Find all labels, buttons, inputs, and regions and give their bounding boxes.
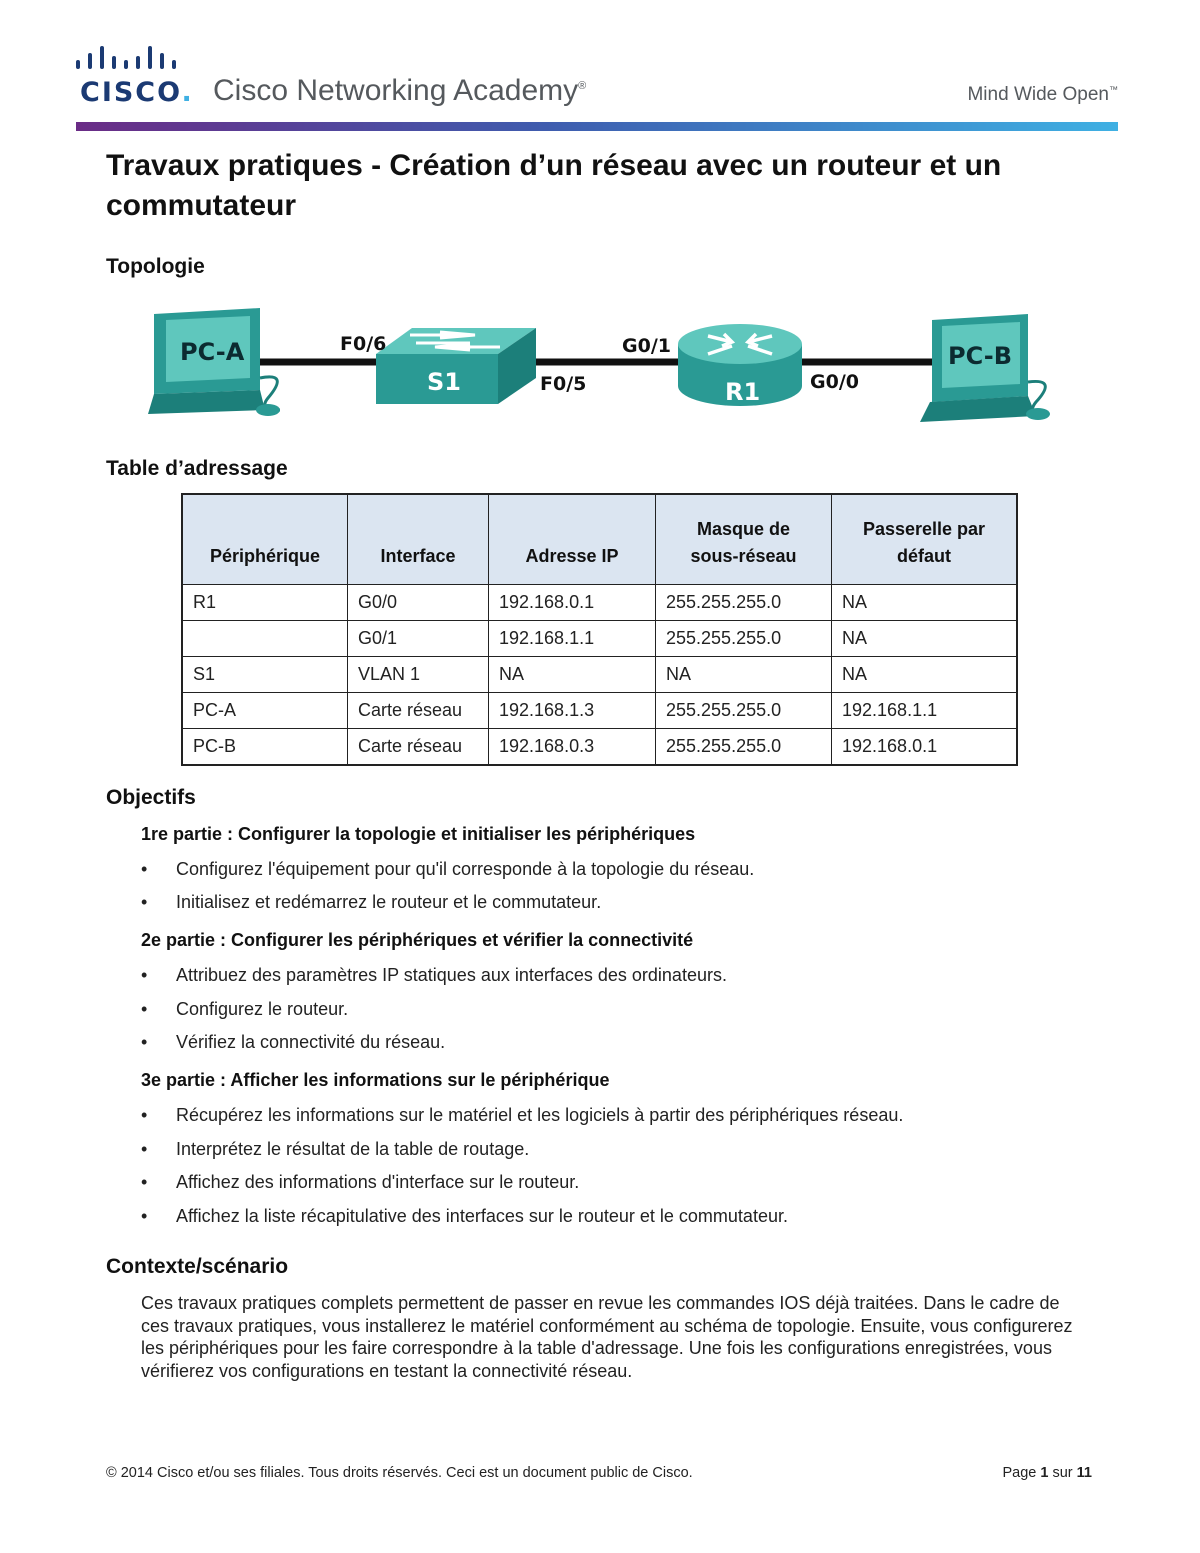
cell-ip: 192.168.1.1 [489, 621, 656, 657]
cell-ip: 192.168.1.3 [489, 693, 656, 729]
section-addressing-heading: Table d’adressage [106, 457, 288, 480]
cell-device: S1 [182, 657, 348, 693]
switch-s1-label: S1 [427, 368, 461, 396]
cell-device: PC-A [182, 693, 348, 729]
cell-interface: Carte réseau [348, 693, 489, 729]
router-r1-label: R1 [725, 378, 761, 406]
cell-mask: 255.255.255.0 [656, 693, 832, 729]
objective-part-2: 2e partie : Configurer les périphériques et vérifier la connectivité [141, 930, 694, 950]
cell-interface: VLAN 1 [348, 657, 489, 693]
list-item: • Affichez la liste récapitulative des interfaces sur le routeur et le commutateur. [141, 1206, 788, 1226]
objective-part-1: 1re partie : Configurer la topologie et initialiser les périphériques [141, 824, 696, 844]
cell-gateway: 192.168.0.1 [832, 729, 1018, 766]
cell-device [182, 621, 348, 657]
addressing-table [181, 493, 1018, 766]
table-row [182, 621, 1017, 657]
section-topology-heading: Topologie [106, 255, 205, 278]
section-objectives-heading: Objectifs [106, 786, 196, 809]
topology-diagram [140, 298, 1060, 430]
pc-a-label: PC-A [180, 338, 245, 366]
header-ip: Adresse IP [489, 494, 656, 585]
cell-interface: Carte réseau [348, 729, 489, 766]
cell-ip: 192.168.0.3 [489, 729, 656, 766]
footer-page-number: Page 1 sur 11 [1002, 1465, 1092, 1481]
list-item: • Initialisez et redémarrez le routeur et le commutateur. [141, 892, 602, 912]
header-device: Périphérique [182, 494, 348, 585]
list-item: • Configurez le routeur. [141, 999, 349, 1019]
cell-interface: G0/1 [348, 621, 489, 657]
cell-mask: 255.255.255.0 [656, 729, 832, 766]
list-item: • Configurez l'équipement pour qu'il corresponde à la topologie du réseau. [141, 859, 755, 879]
list-item: • Affichez des informations d'interface sur le routeur. [141, 1172, 580, 1192]
academy-name: Cisco Networking Academy® [213, 74, 587, 107]
cell-mask: 255.255.255.0 [656, 585, 832, 621]
table-row [182, 693, 1017, 729]
cisco-wordmark: CISCO. [80, 77, 194, 108]
page-title: Travaux pratiques - Création d’un réseau avec un routeur et un commutateur [106, 149, 1002, 222]
footer-copyright: © 2014 Cisco et/ou ses filiales. Tous droits réservés. Ceci est un document public de Cisco. [106, 1465, 693, 1481]
list-item: • Récupérez les informations sur le matériel et les logiciels à partir des périphériques réseau. [141, 1105, 904, 1125]
objective-part-3: 3e partie : Afficher les informations sur le périphérique [141, 1070, 610, 1090]
iface-f06-label: F0/6 [340, 333, 387, 355]
header-interface: Interface [348, 494, 489, 585]
cell-ip: NA [489, 657, 656, 693]
cell-gateway: 192.168.1.1 [832, 693, 1018, 729]
table-row [182, 729, 1017, 766]
cell-device: R1 [182, 585, 348, 621]
tagline: Mind Wide Open™ [967, 84, 1118, 105]
cell-mask: NA [656, 657, 832, 693]
cell-gateway: NA [832, 585, 1018, 621]
list-item: • Attribuez des paramètres IP statiques aux interfaces des ordinateurs. [141, 965, 727, 985]
cell-gateway: NA [832, 621, 1018, 657]
cisco-logo-bars [76, 46, 184, 74]
cell-gateway: NA [832, 657, 1018, 693]
iface-f05-label: F0/5 [540, 373, 587, 395]
pc-b-label: PC-B [948, 342, 1013, 370]
cell-interface: G0/0 [348, 585, 489, 621]
table-row [182, 657, 1017, 693]
cell-device: PC-B [182, 729, 348, 766]
list-item: • Vérifiez la connectivité du réseau. [141, 1032, 446, 1052]
context-paragraph: Ces travaux pratiques complets permettent de passer en revue les commandes IOS déjà traitées. Dans le cadre de ces travaux pratiques, vous installerez le matériel conformément au schéma de topologie. Ensuite, vous configurerez les périphériques pour les faire correspondre à la table d'adressage. Une fois les configurations enregistrées, vous vérifierez vos configurations en testant la connectivité réseau. [141, 1293, 1073, 1381]
list-item: • Interprétez le résultat de la table de routage. [141, 1139, 530, 1159]
table-header-row [182, 494, 1017, 585]
section-context-heading: Contexte/scénario [106, 1255, 289, 1278]
header-rule [76, 122, 1118, 131]
iface-g00-label: G0/0 [810, 371, 859, 393]
cell-mask: 255.255.255.0 [656, 621, 832, 657]
header-mask: Masque de sous-réseau [656, 494, 832, 585]
iface-g01-label: G0/1 [622, 335, 671, 357]
table-row [182, 585, 1017, 621]
header-gateway: Passerelle par défaut [832, 494, 1018, 585]
cell-ip: 192.168.0.1 [489, 585, 656, 621]
